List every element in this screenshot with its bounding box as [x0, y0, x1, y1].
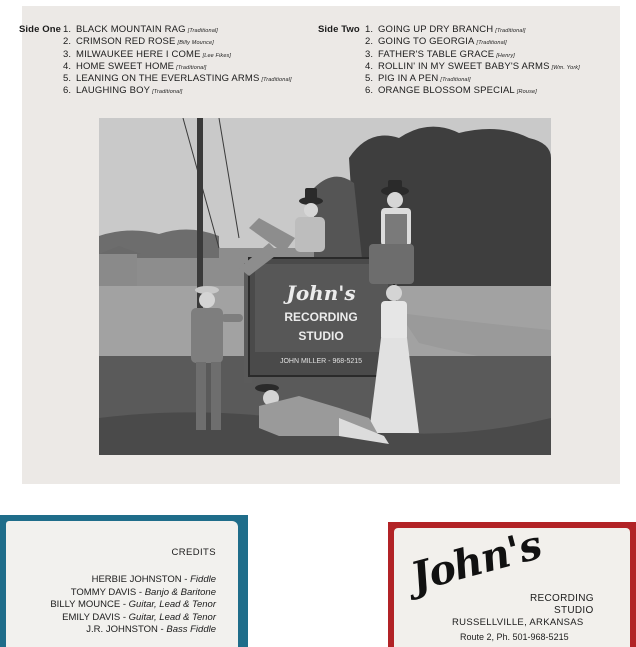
studio-panel: [394, 521, 630, 647]
side-one-label: Side One: [19, 24, 61, 35]
track-item: 5. LEANING ON THE EVERLASTING ARMS [Traditional]: [63, 73, 292, 85]
track-item: 4. ROLLIN' IN MY SWEET BABY'S ARMS [Wm. York]: [365, 60, 580, 72]
barn: [99, 254, 137, 290]
track-item: 2. CRIMSON RED ROSE [Billy Mounce]: [63, 36, 214, 48]
sign-recording: RECORDING: [284, 310, 358, 324]
sign-studio: STUDIO: [298, 329, 344, 343]
credits-title: CREDITS: [171, 547, 216, 558]
credit-item: J.R. JOHNSTON - Bass Fiddle: [86, 624, 216, 635]
credit-item: HERBIE JOHNSTON - Fiddle: [91, 574, 216, 585]
track-item: 1. GOING UP DRY BRANCH [Traditional]: [365, 24, 526, 35]
side-two-track-list: [365, 24, 580, 98]
track-item: 3. FATHER'S TABLE GRACE [Henry]: [365, 48, 515, 60]
track-item: 5. PIG IN A PEN [Traditional]: [365, 73, 471, 85]
credit-item: EMILY DAVIS - Guitar, Lead & Tenor: [62, 611, 216, 623]
studio-card: [388, 522, 636, 647]
track-item: 4. HOME SWEET HOME [Traditional]: [63, 60, 207, 72]
band-photo-illustration: [99, 118, 551, 455]
studio-logo: John's: [405, 521, 547, 601]
track-item: 3. MILWAUKEE HERE I COME [Lee Fikes]: [63, 48, 232, 60]
side-one-track-list: [63, 24, 292, 98]
studio-studio-label: STUDIO: [554, 605, 594, 616]
credits-card: [0, 515, 248, 647]
studio-recording-label: RECORDING: [530, 593, 594, 604]
sign-phone: JOHN MILLER - 968-5215: [279, 358, 363, 365]
studio-city: RUSSELLVILLE, ARKANSAS: [452, 617, 584, 628]
track-item: 1. BLACK MOUNTAIN RAG [Traditional]: [63, 24, 218, 35]
credit-item: BILLY MOUNCE - Guitar, Lead & Tenor: [50, 599, 216, 610]
track-item: 2. GOING TO GEORGIA [Traditional]: [365, 36, 507, 48]
sign-title: John's: [286, 281, 356, 305]
track-item: 6. LAUGHING BOY [Traditional]: [63, 85, 183, 97]
studio-address: Route 2, Ph. 501-968-5215: [460, 632, 569, 642]
credits-panel: [6, 521, 238, 647]
band-photo: [99, 118, 551, 455]
track-item: 6. ORANGE BLOSSOM SPECIAL [Rouse]: [365, 85, 537, 97]
credits-list: [50, 574, 216, 637]
side-two-label: Side Two: [318, 24, 360, 35]
credit-item: TOMMY DAVIS - Banjo & Baritone: [70, 586, 216, 598]
